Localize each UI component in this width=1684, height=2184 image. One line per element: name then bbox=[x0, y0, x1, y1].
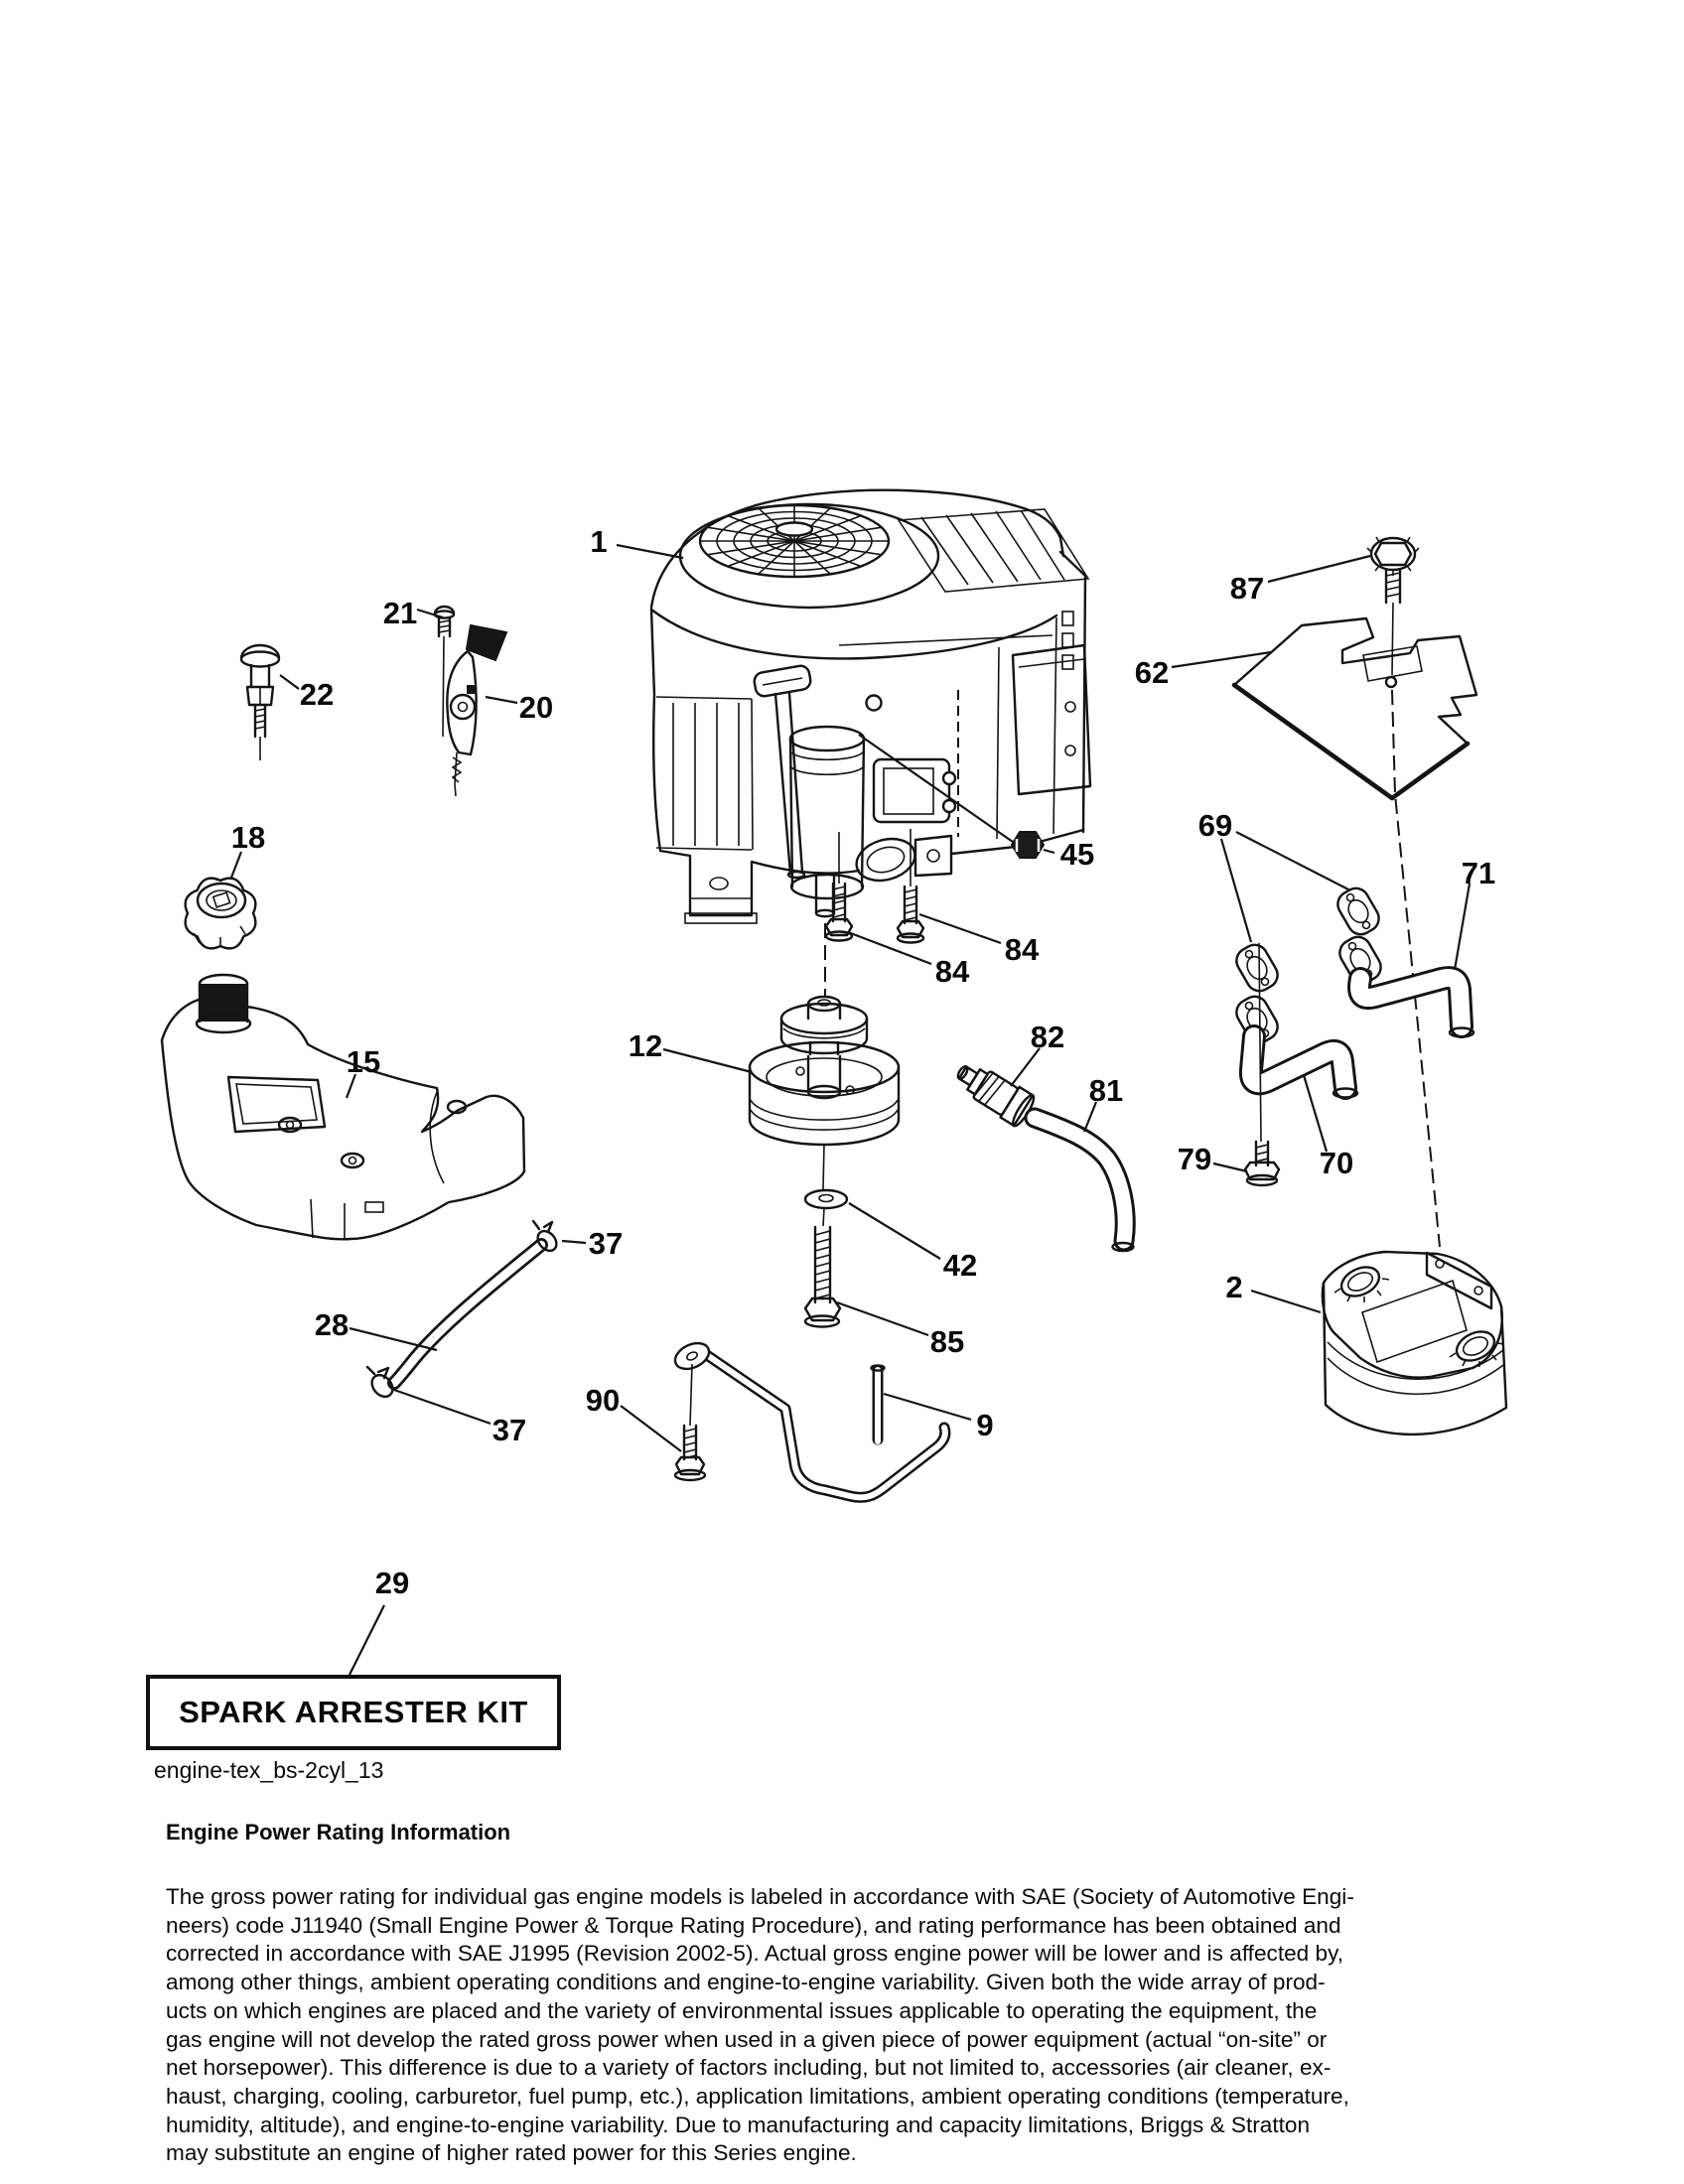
callout-37-lower: 37 bbox=[491, 1413, 527, 1447]
spark-arrester-kit-label: SPARK ARRESTER KIT bbox=[179, 1695, 528, 1729]
guard-bolt bbox=[675, 1364, 705, 1480]
figure-caption: engine-tex_bs-2cyl_13 bbox=[154, 1757, 384, 1783]
paragraph-line: net horsepower). This difference is due to a variety of factors including, but not limited to, accessories (air cleaner, ex- bbox=[166, 2055, 1332, 2081]
breather-hose bbox=[1035, 1118, 1134, 1251]
paragraph-line: ucts on which engines are placed and the variety of environmental issues applicable to operating the equipment, the bbox=[166, 1997, 1318, 2023]
callout-1: 1 bbox=[590, 524, 608, 559]
cylinder-fins-top bbox=[899, 509, 1088, 592]
engine-mount-bolt-right bbox=[898, 829, 923, 943]
callout-84-left: 84 bbox=[934, 954, 970, 989]
section-heading: Engine Power Rating Information bbox=[166, 1820, 511, 1844]
callout-90: 90 bbox=[585, 1383, 621, 1418]
callout-45: 45 bbox=[1059, 837, 1095, 872]
shield-screw bbox=[1367, 537, 1419, 675]
fuel-cap bbox=[186, 879, 256, 949]
callout-15: 15 bbox=[346, 1044, 381, 1079]
heat-shield bbox=[1234, 618, 1476, 798]
callout-42: 42 bbox=[942, 1248, 978, 1283]
callout-21: 21 bbox=[382, 596, 418, 630]
callout-84-right: 84 bbox=[1004, 932, 1040, 967]
ignition-module bbox=[874, 759, 955, 822]
exhaust-gasket-c bbox=[1232, 940, 1283, 996]
primer-plunger bbox=[241, 645, 279, 760]
callout-2: 2 bbox=[1225, 1270, 1243, 1304]
callout-12: 12 bbox=[628, 1028, 663, 1063]
pulley-bolt bbox=[805, 1227, 840, 1327]
paragraph-line: corrected in accordance with SAE J1995 (Revision 2002-5). Actual gross engine power will be lower and is affected by, bbox=[166, 1941, 1343, 1967]
hose-clamp-lower bbox=[367, 1367, 397, 1401]
callout-87: 87 bbox=[1229, 571, 1265, 606]
paragraph-line: may substitute an engine of higher rated power for this Series engine. bbox=[166, 2140, 857, 2166]
washer bbox=[805, 1144, 847, 1226]
flange-nut bbox=[1012, 832, 1044, 858]
fuel-line bbox=[394, 1245, 541, 1383]
paragraph-line: gas engine will not develop the rated gross power when used in a given piece of power equipment (actual “on-site” or bbox=[166, 2026, 1328, 2052]
centerline-dashed bbox=[1392, 690, 1440, 1247]
callout-9: 9 bbox=[976, 1408, 994, 1442]
callout-81: 81 bbox=[1088, 1073, 1124, 1108]
belt-guard-rod bbox=[671, 1338, 945, 1497]
callout-69: 69 bbox=[1197, 808, 1233, 843]
dipstick bbox=[753, 664, 811, 878]
paragraph-line: humidity, altitude), and engine-to-engine variability. Due to manufacturing and capacity limitations, Briggs & Stratton bbox=[166, 2112, 1311, 2137]
callout-22: 22 bbox=[299, 677, 335, 712]
exhaust-gasket-a bbox=[1333, 884, 1384, 939]
cooling-fins-left bbox=[656, 697, 753, 850]
callout-29: 29 bbox=[374, 1566, 410, 1600]
fuel-tank bbox=[162, 975, 524, 1239]
callout-18: 18 bbox=[230, 820, 266, 855]
exhaust-pipe-left bbox=[1251, 1036, 1357, 1098]
stack-pulley bbox=[750, 923, 899, 1145]
callout-70: 70 bbox=[1319, 1146, 1354, 1180]
paragraph-line: The gross power rating for individual gas engine models is labeled in accordance with SAE (Society of Automotive Engi- bbox=[166, 1884, 1354, 1909]
callout-79: 79 bbox=[1177, 1142, 1212, 1176]
throttle-control-bracket bbox=[447, 625, 506, 796]
callout-20: 20 bbox=[518, 690, 554, 725]
engine-mount-bolt-left bbox=[826, 832, 852, 941]
callout-28: 28 bbox=[314, 1307, 350, 1342]
muffler bbox=[1323, 1252, 1506, 1434]
engine-power-rating-paragraph bbox=[166, 1883, 1354, 2168]
intake-block bbox=[1013, 645, 1090, 794]
paragraph-line: among other things, ambient operating conditions and engine-to-engine variability. Given both the wide array of prod- bbox=[166, 1970, 1326, 1995]
callout-85: 85 bbox=[929, 1324, 965, 1359]
callout-37-upper: 37 bbox=[588, 1226, 624, 1261]
callout-82: 82 bbox=[1030, 1020, 1065, 1054]
muffler-inlet-collar-left bbox=[1334, 1262, 1389, 1302]
paragraph-line: neers) code J11940 (Small Engine Power & Torque Rating Procedure), and rating performance has been obtained and bbox=[166, 1912, 1341, 1938]
breather-fitting bbox=[950, 1055, 1037, 1128]
leader-lines bbox=[231, 545, 1470, 1675]
callout-62: 62 bbox=[1134, 655, 1170, 690]
spark-arrester-kit-box bbox=[146, 1675, 561, 1750]
crankshaft-stub bbox=[816, 874, 834, 916]
callout-71: 71 bbox=[1461, 856, 1496, 890]
paragraph-line: haust, charging, cooling, carburetor, fuel pump, etc.), application limitations, ambient operating conditions (temperature, bbox=[166, 2083, 1349, 2109]
